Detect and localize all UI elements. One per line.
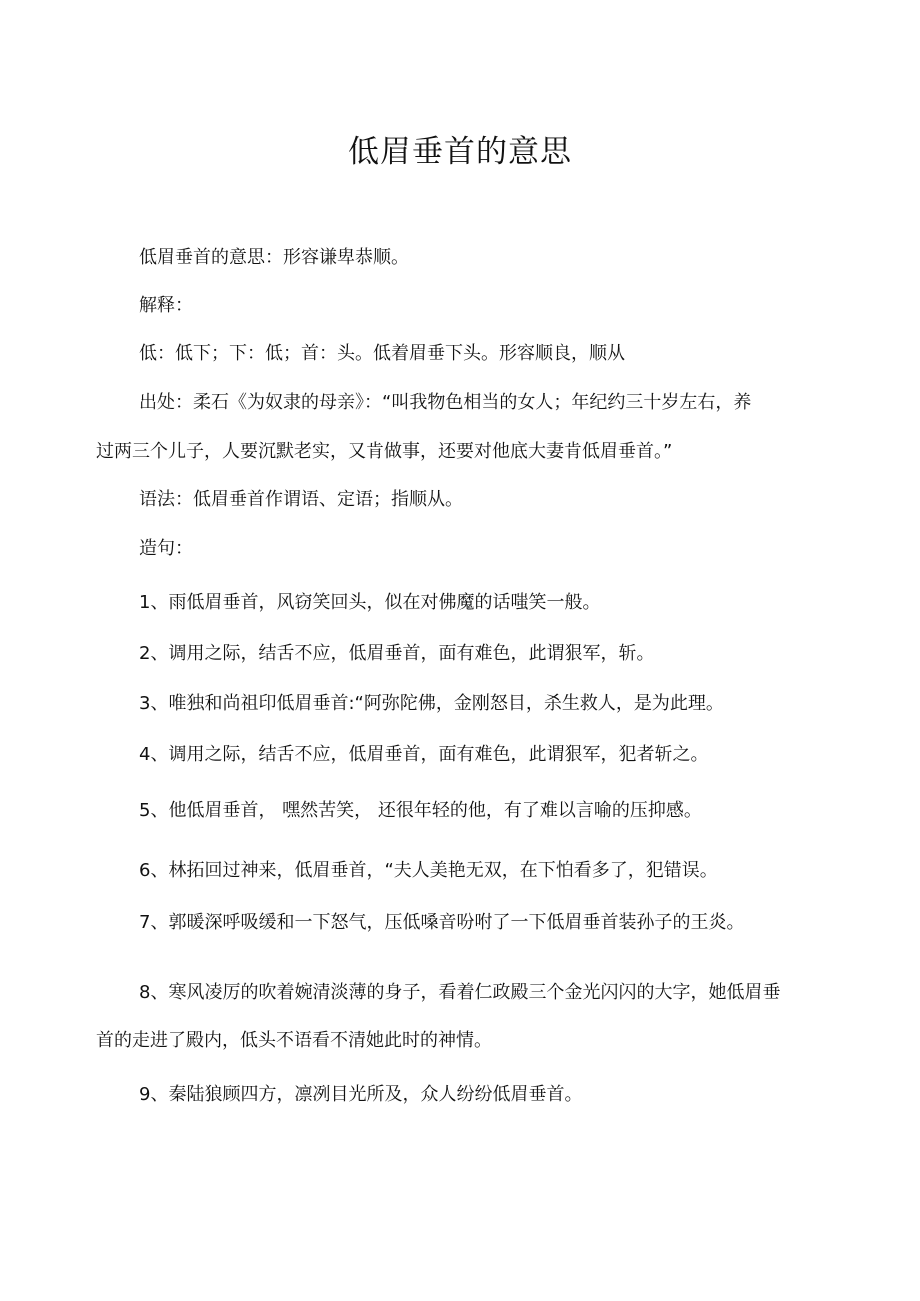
source-paragraph-line-2: 过两三个儿子，人要沉默老实，又肯做事，还要对他底大妻肯低眉垂首。” bbox=[96, 441, 673, 462]
example-item: 7、郭暖深呼吸缓和一下怒气，压低嗓音吩咐了一下低眉垂首装孙子的王炎。 bbox=[139, 912, 745, 933]
page-title: 低眉垂首的意思 bbox=[348, 134, 572, 170]
example-item-8-line-1: 8、寒风凌厉的吹着婉清淡薄的身子，看着仁政殿三个金光闪闪的大字，她低眉垂 bbox=[139, 982, 781, 1003]
examples-label: 造句： bbox=[139, 538, 193, 559]
example-item: 6、林拓回过神来，低眉垂首，“夫人美艳无双，在下怕看多了，犯错误。 bbox=[139, 860, 718, 881]
example-item: 3、唯独和尚祖印低眉垂首:“阿弥陀佛，金刚怒目，杀生救人，是为此理。 bbox=[139, 693, 724, 714]
example-item: 2、调用之际，结舌不应，低眉垂首，面有难色，此谓狠军，斩。 bbox=[139, 643, 655, 664]
example-item: 1、雨低眉垂首，风窃笑回头，似在对佛魔的话嗤笑一般。 bbox=[139, 592, 601, 613]
meaning-paragraph: 低眉垂首的意思：形容谦卑恭顺。 bbox=[139, 247, 409, 268]
example-item: 4、调用之际，结舌不应，低眉垂首，面有难色，此谓狠军，犯者斩之。 bbox=[139, 744, 709, 765]
example-item-9: 9、秦陆狼顾四方，凛冽目光所及，众人纷纷低眉垂首。 bbox=[139, 1084, 583, 1105]
grammar-paragraph: 语法：低眉垂首作谓语、定语；指顺从。 bbox=[139, 489, 463, 510]
example-item-8-line-2: 首的走进了殿内，低头不语看不清她此时的神情。 bbox=[96, 1030, 492, 1051]
explain-label: 解释： bbox=[139, 295, 193, 316]
example-item: 5、他低眉垂首， 嘿然苦笑， 还很年轻的他，有了难以言喻的压抑感。 bbox=[139, 800, 702, 821]
source-paragraph-line-1: 出处：柔石《为奴隶的母亲》：“叫我物色相当的女人；年纪约三十岁左右，养 bbox=[139, 392, 752, 413]
explain-paragraph: 低：低下；下：低；首：头。低着眉垂下头。形容顺良，顺从 bbox=[139, 343, 625, 364]
